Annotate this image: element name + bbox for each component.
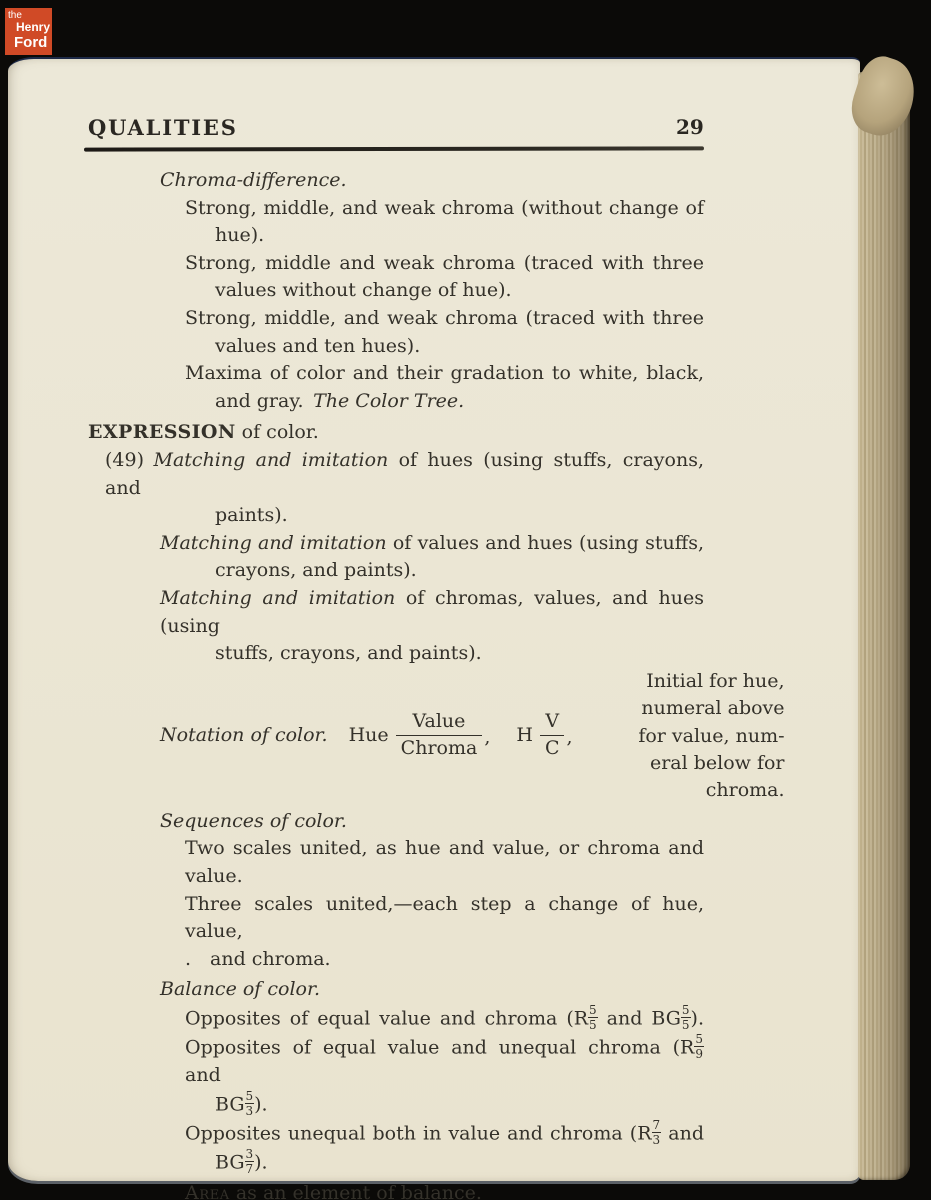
book-page	[8, 57, 860, 1200]
notation-h-initial: H	[516, 724, 533, 747]
text-line: Strong, middle, and weak chroma (without change of	[185, 196, 704, 219]
text-line: paints).	[215, 504, 288, 527]
text-line: BG $\frac{5}{3}$ ).	[215, 1088, 268, 1119]
text-line: Area as an element of balance.	[185, 1181, 482, 1200]
comma: ,	[484, 726, 491, 749]
text-line: Three scales united,—each step a change of hue, value,	[185, 892, 704, 943]
page-body	[88, 167, 785, 1200]
notation-label: Notation of color.	[160, 724, 328, 747]
text-line: EXPRESSION of color.	[88, 421, 319, 444]
text-line: Maxima of color and their gradation to white, black,	[185, 362, 704, 385]
text-line: Strong, middle and weak chroma (traced with three	[185, 251, 704, 274]
page-title: QUALITIES	[88, 115, 238, 140]
text-line: values and ten hues).	[215, 334, 421, 357]
text-line: and gray. The Color Tree.	[215, 389, 465, 412]
text-line: Matching and imitation of values and hues (using stuffs,	[160, 531, 704, 554]
text-line: Opposites unequal both in value and chroma (R $\frac{7}{3}$ and	[185, 1117, 704, 1148]
text-line: hue).	[215, 224, 265, 247]
text-line: Sequences of color.	[160, 809, 347, 832]
text-line: stuffs, crayons, and paints).	[215, 642, 482, 665]
notation-line	[88, 668, 785, 805]
munsell-fraction: $\frac{5}{5}$	[681, 1002, 690, 1033]
text-line: Opposites of equal value and chroma (R $\frac{5}{5}$ and BG $\frac{5}{5}$ ).	[185, 1002, 704, 1033]
notation-hue-fraction	[348, 709, 491, 761]
v-c-fraction: V C	[540, 711, 565, 760]
text-line: Chroma-difference.	[160, 169, 347, 191]
henry-ford-logo	[5, 8, 52, 55]
page-number: 29	[676, 115, 704, 139]
munsell-fraction: $\frac{5}{3}$	[245, 1088, 254, 1119]
text-line: Balance of color.	[160, 978, 320, 1001]
text-line: Strong, middle, and weak chroma (traced with three	[185, 306, 704, 329]
value-chroma-fraction: Value Chroma	[396, 711, 483, 760]
header-rule	[84, 146, 704, 151]
logo-text-the: the	[8, 10, 22, 21]
text-line: (49) Matching and imitation of hues (using stuffs, crayons, and	[105, 448, 704, 499]
munsell-fraction: $\frac{5}{9}$	[695, 1031, 703, 1062]
text-line: BG $\frac{3}{7}$ ).	[215, 1146, 268, 1177]
comma: ,	[566, 726, 573, 749]
text-line: values without change of hue).	[215, 279, 512, 302]
munsell-fraction: $\frac{5}{5}$	[589, 1002, 597, 1033]
logo-text-henry: Henry	[15, 20, 50, 34]
notation-note: Initial for hue, numeral above for value, num- eral below for chroma.	[638, 669, 785, 802]
munsell-fraction: $\frac{7}{3}$	[652, 1117, 661, 1148]
text-line: crayons, and paints).	[215, 559, 417, 582]
text-line: Matching and imitation of chromas, values, and hues (using	[160, 586, 704, 637]
munsell-fraction: $\frac{3}{7}$	[245, 1146, 254, 1177]
text-line: Opposites of equal value and unequal chroma (R $\frac{5}{9}$ and	[185, 1031, 703, 1087]
notation-hue-word: Hue	[348, 724, 389, 747]
notation-hc-fraction	[516, 709, 573, 761]
text-line: . and chroma.	[185, 947, 331, 970]
logo-text-ford: Ford	[14, 34, 48, 51]
text-line: Two scales united, as hue and value, or chroma and value.	[185, 837, 704, 887]
book-page-edges	[858, 72, 910, 1180]
